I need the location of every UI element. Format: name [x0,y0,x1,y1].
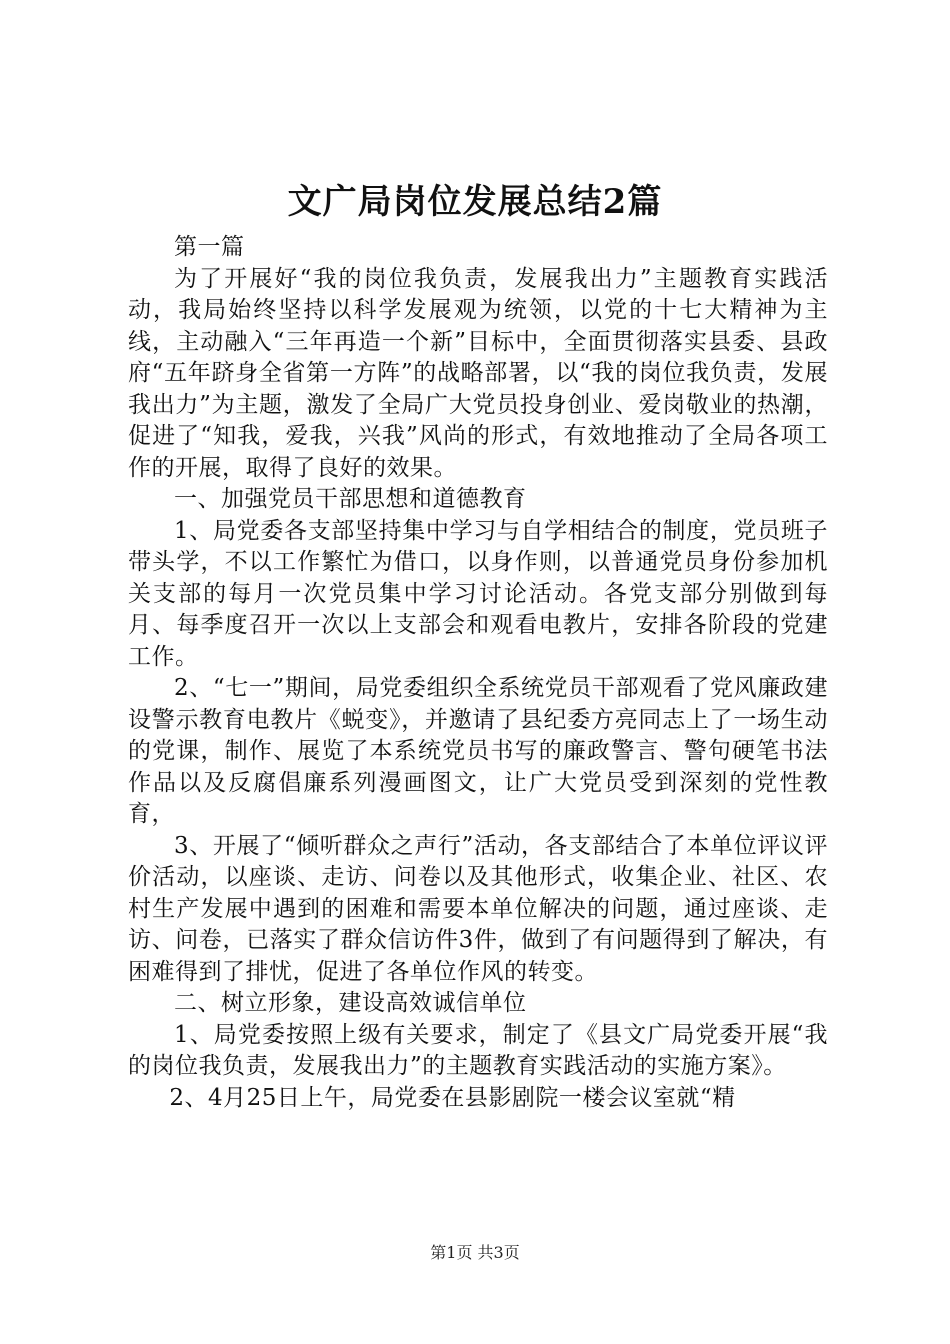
body-paragraph: 2、“七一”期间，局党委组织全系统党员干部观看了党风廉政建设警示教育电教片《蜕变》，并邀请了县纪委方亮同志上了一场生动的党课，制作、展览了本系统党员书写的廉政警言、警句硬笔书法作品以及反腐倡廉系列漫画图文，让广大党员受到深刻的党性教育， [128,675,828,827]
page-number-footer: 第1页 共3页 [430,1243,520,1262]
body-paragraph: 3、开展了“倾听群众之声行”活动，各支部结合了本单位评议评价活动，以座谈、走访、问卷以及其他形式，收集企业、社区、农村生产发展中遇到的困难和需要本单位解决的问题，通过座谈、走访、问卷，已落实了群众信访件3件，做到了有问题得到了解决，有困难得到了排忧，促进了各单位作风的转变。 [128,832,828,985]
section-heading: 一、加强党员干部思想和道德教育 [174,486,527,512]
body-paragraph: 1、局党委各支部坚持集中学习与自学相结合的制度，党员班子带头学，不以工作繁忙为借口，以身作则，以普通党员身份参加机关支部的每月一次党员集中学习讨论活动。各党支部分别做到每月、每季度召开一次以上支部会和观看电教片，安排各阶段的党建工作。 [128,517,828,670]
body-paragraph: 2、4月25日上午，局党委在县影剧院一楼会议室就“精 [169,1084,736,1111]
body-paragraph: 1、局党委按照上级有关要求，制定了《县文广局党委开展“我的岗位我负责，发展我出力”的主题教育实践活动的实施方案》。 [128,1021,828,1079]
body-paragraph: 为了开展好“我的岗位我负责，发展我出力”主题教育实践活动，我局始终坚持以科学发展观为统领，以党的十七大精神为主线，主动融入“三年再造一个新”目标中，全面贯彻落实县委、县政府“五年跻身全省第一方阵”的战略部署，以“我的岗位我负责，发展我出力”为主题，激发了全局广大党员投身创业、爱岗敬业的热潮，促进了“知我，爱我，兴我”风尚的形式，有效地推动了全局各项工作的开展，取得了良好的效果。 [128,265,828,481]
section-heading: 二、树立形象，建设高效诚信单位 [174,990,527,1016]
section-heading: 第一篇 [174,234,245,260]
document-body [128,232,828,1114]
document-title: 文广局岗位发展总结2篇 [287,182,663,222]
